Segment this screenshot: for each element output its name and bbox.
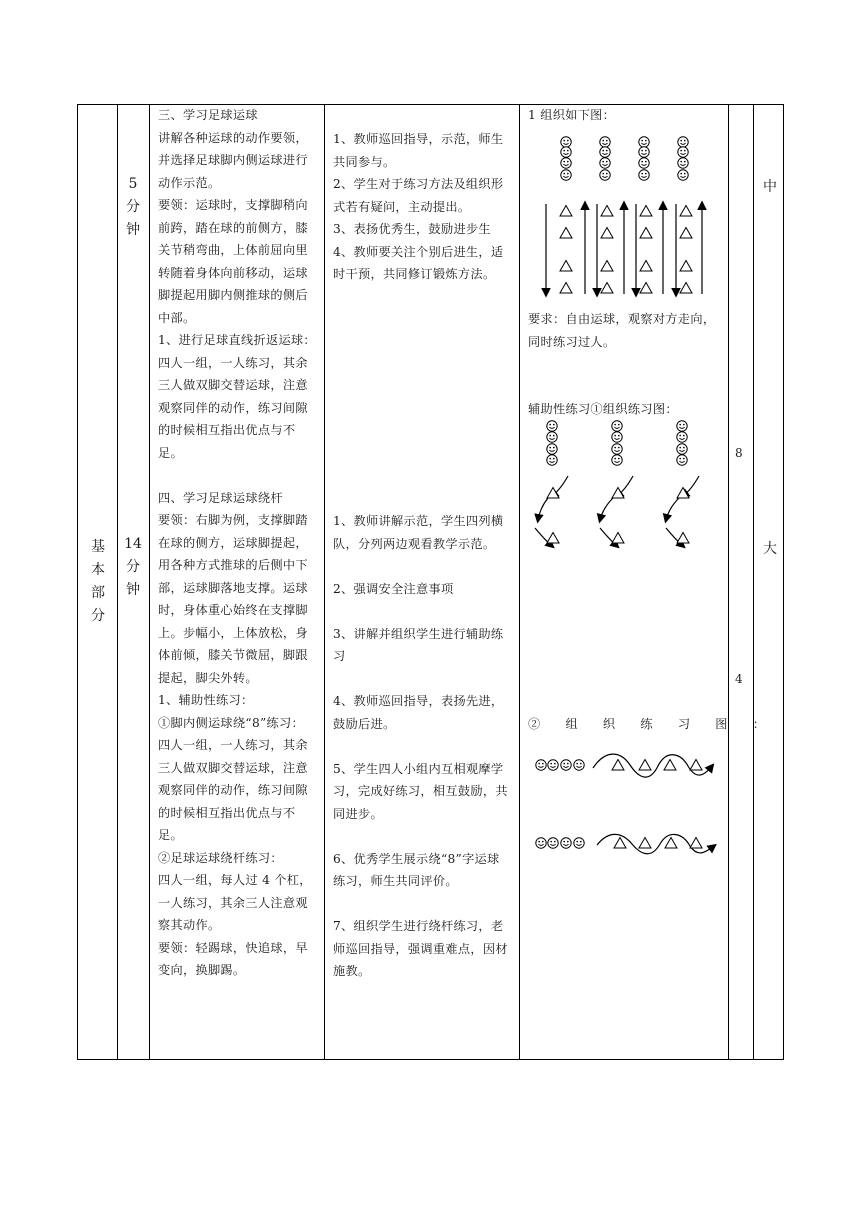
org-req-line: 同时练习过人。 bbox=[528, 334, 616, 349]
content-line: 脚提起用脚内侧推球的侧后 bbox=[158, 288, 308, 302]
time-value: 14 bbox=[124, 536, 142, 552]
content-line: ①脚内侧运球绕“8”练习： bbox=[158, 715, 304, 730]
activity-line: 施教。 bbox=[333, 964, 371, 978]
section-label-char: 部 bbox=[91, 585, 105, 601]
content-line: 并选择足球脚内侧运球进行 bbox=[158, 153, 308, 167]
activity-line: 共同参与。 bbox=[333, 154, 396, 169]
smiley-face-icon bbox=[561, 137, 688, 180]
activity-line: 3、讲解并组织学生进行辅助练 bbox=[333, 626, 504, 641]
content-line: 的时候相互指出优点与不 bbox=[158, 423, 296, 437]
content-line: 1、辅助性练习： bbox=[158, 693, 254, 707]
content-line: 提起，脚尖外转。 bbox=[158, 670, 258, 685]
content-line: 讲解各种运球的动作要领， bbox=[158, 130, 308, 145]
intensity-top: 中 bbox=[763, 179, 777, 195]
activity-line: 7、组织学生进行绕杆练习，老 bbox=[333, 919, 504, 933]
activity-line: 2、强调安全注意事项 bbox=[333, 581, 454, 596]
content-line: 三、学习足球运球 bbox=[158, 108, 258, 122]
content-line: 转随着身体向前移动，运球 bbox=[158, 265, 308, 280]
activity-line: 3、表扬优秀生，鼓励进步生 bbox=[333, 222, 491, 236]
content-line: 四人一组，每人过 4 个杠， bbox=[158, 873, 312, 887]
content-line: 时，身体重心始终在支撑脚 bbox=[158, 603, 308, 617]
time-unit-char: 钟 bbox=[126, 582, 140, 598]
content-line: 四、学习足球运球绕杆 bbox=[158, 490, 283, 505]
time-unit-char: 分 bbox=[126, 199, 140, 215]
section-label-char: 基 bbox=[91, 539, 105, 555]
content-line: 三人做双脚交替运球，注意 bbox=[158, 378, 308, 392]
content-line: 要领：运球时，支撑脚稍向 bbox=[158, 198, 308, 212]
activity-line: 4、教师要关注个别后进生，适 bbox=[333, 244, 504, 259]
content-line: 四人一组，一人练习，其余 bbox=[158, 738, 308, 752]
content-line: 变向，换脚踢。 bbox=[158, 963, 246, 977]
intensity-bottom: 大 bbox=[763, 541, 777, 557]
activity-line: 时干预，共同修订锻炼方法。 bbox=[333, 267, 496, 281]
content-line: 前跨，踏在球的前侧方，膝 bbox=[158, 220, 308, 235]
content-line: 观察同伴的动作，练习间隙 bbox=[158, 783, 308, 797]
content-line: 要领：右脚为例，支撑脚踏 bbox=[158, 513, 308, 527]
content-line: 察其动作。 bbox=[158, 918, 221, 932]
content-line: 观察同伴的动作，练习间隙 bbox=[158, 400, 308, 415]
content-line: 三人做双脚交替运球，注意 bbox=[158, 760, 308, 775]
time-value: 5 bbox=[128, 176, 138, 192]
content-line: 关节稍弯曲，上体前屈向里 bbox=[158, 243, 308, 257]
content-line: 体前倾，膝关节微屈，脚跟 bbox=[158, 648, 308, 662]
content-line: 上。步幅小，上体放松，身 bbox=[158, 625, 308, 640]
section-label-char: 本 bbox=[91, 562, 105, 578]
activity-line: 队，分列两边观看教学示范。 bbox=[333, 536, 496, 551]
content-line: 在球的侧方，运球脚提起， bbox=[158, 535, 308, 550]
triangle-cone-icon bbox=[612, 760, 702, 849]
content-line: 1、进行足球直线折返运球： bbox=[158, 333, 316, 347]
arrow-icon bbox=[546, 204, 702, 294]
org-req-line: 要求：自由运球，观察对方走向， bbox=[528, 312, 716, 326]
content-line: 的时候相互指出优点与不 bbox=[158, 805, 296, 820]
count-bottom: 4 bbox=[735, 672, 743, 686]
time-unit-char: 钟 bbox=[126, 222, 140, 238]
content-line: 动作示范。 bbox=[158, 175, 221, 190]
content-line: 足。 bbox=[158, 828, 183, 842]
activity-line: 1、教师讲解示范，学生四列横 bbox=[333, 514, 504, 528]
content-line: 用各种方式推球的后侧中下 bbox=[158, 558, 308, 572]
content-line: 中部。 bbox=[158, 310, 196, 325]
content-line: 一人练习，其余三人注意观 bbox=[158, 895, 308, 910]
content-line: 足。 bbox=[158, 445, 183, 460]
content-line: 四人一组，一人练习，其余 bbox=[158, 355, 308, 370]
activity-line: 同进步。 bbox=[333, 806, 383, 821]
section-label-char: 分 bbox=[91, 608, 105, 624]
org-title-3: ② 组 织 练 习 图 ： bbox=[528, 717, 766, 731]
org-title-2: 辅助性练习①组织练习图： bbox=[528, 402, 678, 416]
activity-line: 师巡回指导，强调重难点，因材 bbox=[333, 941, 508, 956]
org-title-1: 1 组织如下图： bbox=[528, 108, 616, 122]
activity-line: 练习，师生共同评价。 bbox=[333, 874, 458, 888]
triangle-cone-icon bbox=[560, 206, 692, 294]
smiley-face-icon bbox=[536, 760, 584, 848]
activity-line: 习 bbox=[333, 649, 346, 663]
content-line: ②足球运球绕杆练习： bbox=[158, 850, 283, 865]
smiley-face-icon bbox=[547, 421, 687, 465]
content-line: 要领：轻踢球，快追球，早 bbox=[158, 940, 308, 955]
activity-line: 2、学生对于练习方法及组织形 bbox=[333, 177, 504, 191]
activity-line: 式若有疑问，主动提出。 bbox=[333, 199, 471, 214]
activity-line: 鼓励后进。 bbox=[333, 716, 396, 731]
activity-line: 1、教师巡回指导，示范，师生 bbox=[333, 132, 504, 146]
content-line: 部，运球脚落地支撑。运球 bbox=[158, 580, 308, 595]
time-unit-char: 分 bbox=[126, 559, 140, 575]
activity-line: 习，完成好练习，相互鼓励，共 bbox=[333, 784, 508, 798]
count-top: 8 bbox=[735, 446, 743, 460]
activity-line: 5、学生四人小组内互相观摩学 bbox=[333, 761, 504, 776]
activity-line: 4、教师巡回指导，表扬先进， bbox=[333, 694, 504, 708]
activity-line: 6、优秀学生展示绕“8”字运球 bbox=[333, 851, 500, 866]
